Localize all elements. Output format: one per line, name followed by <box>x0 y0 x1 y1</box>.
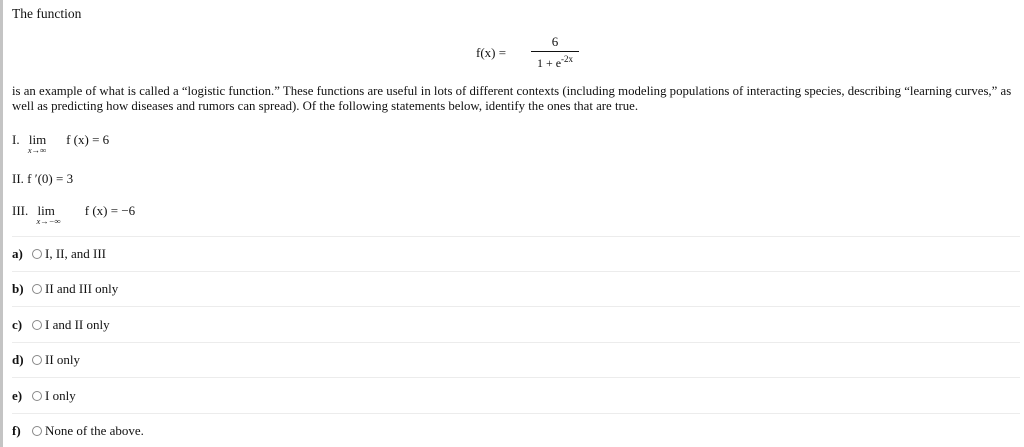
option-d[interactable] <box>12 352 80 368</box>
divider <box>12 342 1020 343</box>
radio-button[interactable] <box>32 320 42 330</box>
option-a[interactable] <box>12 246 106 262</box>
problem-paragraph: is an example of what is called a “logistic function.” These functions are useful in lots of different contexts (including modeling populations of interacting species, describing “learning curves,” as well as predicting how diseases and rumors can spread). Of the following statements below, identify the ones that are true. <box>12 84 1012 113</box>
option-e[interactable] <box>12 388 76 404</box>
radio-button[interactable] <box>32 426 42 436</box>
statement-1 <box>12 132 110 155</box>
option-label[interactable]: I, II, and III <box>45 246 106 261</box>
statement-numeral: I. <box>12 132 20 147</box>
option-letter: b) <box>12 281 24 296</box>
radio-button[interactable] <box>32 355 42 365</box>
statement-2 <box>12 171 73 187</box>
divider <box>12 271 1020 272</box>
statement-3 <box>12 203 136 226</box>
lim-word: lim <box>37 203 55 218</box>
denominator-exponent: -2x <box>561 54 574 64</box>
left-border <box>0 0 3 447</box>
divider <box>12 306 1020 307</box>
limit-operator <box>32 203 82 226</box>
lim-subscript: x→−∞ <box>36 216 61 226</box>
formula-fraction <box>531 34 579 71</box>
option-letter: e) <box>12 388 23 403</box>
denominator-base: 1 + e <box>536 56 562 70</box>
radio-button[interactable] <box>32 284 42 294</box>
option-label[interactable]: I and II only <box>45 317 110 332</box>
formula-denominator <box>531 52 579 71</box>
radio-button[interactable] <box>32 391 42 401</box>
radio-button[interactable] <box>32 249 42 259</box>
option-letter: d) <box>12 352 24 367</box>
lim-word: lim <box>28 132 47 147</box>
option-c[interactable] <box>12 317 110 333</box>
statement-numeral: III. <box>12 203 29 218</box>
statement-expression: f ′(0) = 3 <box>27 171 74 186</box>
divider <box>12 236 1020 237</box>
option-f[interactable] <box>12 423 144 439</box>
formula-numerator: 6 <box>551 34 559 49</box>
option-b[interactable] <box>12 281 118 297</box>
statement-numeral: II. <box>12 171 24 186</box>
option-letter: a) <box>12 246 23 261</box>
divider <box>12 413 1020 414</box>
statement-expression: f (x) = −6 <box>84 203 136 218</box>
option-label[interactable]: None of the above. <box>45 423 144 438</box>
lim-subscript: x→∞ <box>27 145 47 155</box>
option-label[interactable]: II only <box>45 352 81 367</box>
option-label[interactable]: I only <box>45 388 76 403</box>
option-label[interactable]: II and III only <box>45 281 119 296</box>
logistic-formula <box>476 34 586 74</box>
formula-lhs: f(x) = <box>476 45 507 60</box>
limit-operator <box>23 132 63 155</box>
intro-text: The function <box>12 6 82 21</box>
divider <box>12 377 1020 378</box>
statement-expression: f (x) = 6 <box>66 132 110 147</box>
option-letter: f) <box>12 423 21 438</box>
option-letter: c) <box>12 317 23 332</box>
